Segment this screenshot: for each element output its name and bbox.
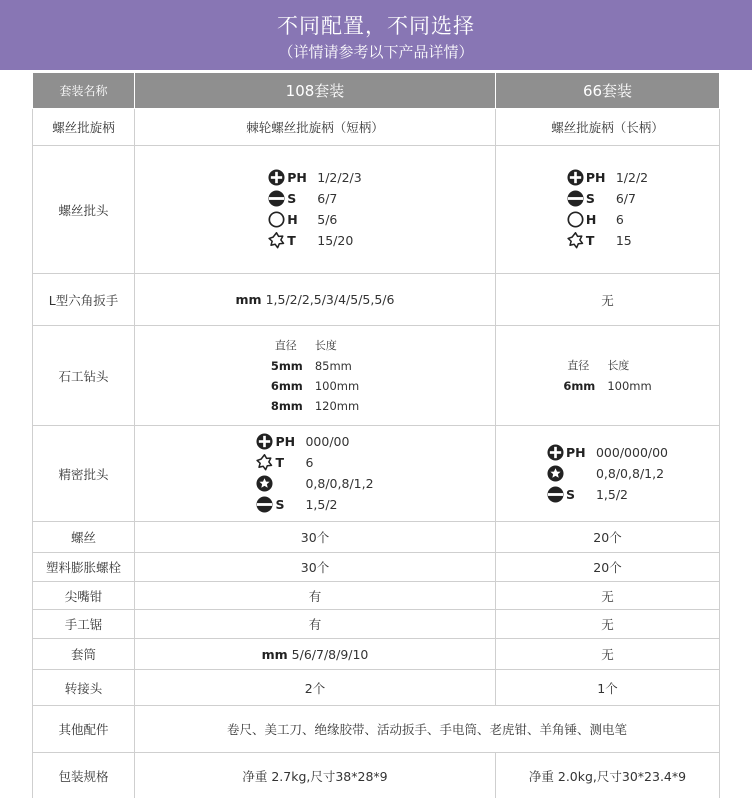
cell-108: 有 — [135, 582, 496, 610]
bit-sizes: 0,8/0,8/1,2 — [305, 476, 374, 491]
header-label: 套装名称 — [33, 73, 135, 109]
slotted-icon — [268, 190, 285, 207]
drill-header-diameter: 直径 — [567, 358, 590, 372]
bit-code: S — [287, 191, 297, 206]
torx-icon — [256, 454, 273, 471]
cell-66: 净重 2.0kg,尺寸30*23.4*9 — [496, 753, 720, 798]
hex-icon — [268, 211, 285, 228]
phillips-icon — [567, 169, 584, 186]
bit-item — [268, 188, 361, 209]
row-screwdriver — [33, 109, 720, 146]
cell-66: 无 — [496, 582, 720, 610]
slotted-icon — [256, 496, 273, 513]
bit-item — [268, 230, 361, 251]
bit-item — [567, 209, 648, 230]
row-adapter — [33, 670, 720, 706]
bit-sizes: 6/7 — [615, 191, 636, 206]
table-header-row — [33, 73, 720, 109]
bit-sizes: 1/2/2 — [615, 170, 649, 185]
row-screws — [33, 522, 720, 553]
bit-item — [256, 494, 373, 515]
slotted-icon — [547, 486, 564, 503]
drill-header — [563, 356, 651, 376]
drill-diameter: 5mm — [270, 358, 303, 373]
bit-list — [547, 442, 668, 505]
bit-item — [567, 188, 648, 209]
bit-item — [547, 442, 668, 463]
row-label: 其他配件 — [33, 706, 135, 753]
cell-66: 无 — [496, 274, 720, 326]
header-banner — [0, 0, 752, 70]
bit-list — [567, 167, 648, 251]
cell-108: 2个 — [135, 670, 496, 706]
bit-sizes: 15/20 — [317, 233, 354, 248]
cell-66: 20个 — [496, 522, 720, 553]
bit-list — [268, 167, 361, 251]
cell-108 — [135, 146, 496, 274]
drill-item — [271, 396, 359, 416]
pentalobe-icon — [256, 475, 273, 492]
bit-sizes: 1/2/2/3 — [317, 170, 362, 185]
drill-length: 120mm — [314, 398, 360, 413]
bit-item — [268, 209, 361, 230]
drill-length: 100mm — [607, 378, 652, 393]
drill-header-length: 长度 — [607, 358, 630, 372]
bit-item — [256, 473, 373, 494]
bit-sizes: 15 — [615, 233, 632, 248]
bit-code: PH — [275, 434, 296, 449]
bit-sizes: 6/7 — [317, 191, 338, 206]
row-anchors — [33, 553, 720, 582]
cell-108 — [135, 426, 496, 522]
phillips-icon — [547, 444, 564, 461]
drill-item — [563, 376, 651, 396]
cell-108 — [135, 326, 496, 426]
row-label: 螺丝批头 — [33, 146, 135, 274]
row-label: 包装规格 — [33, 753, 135, 798]
value: 5/6/7/8/9/10 — [291, 646, 369, 662]
row-label: 塑料膨胀螺栓 — [33, 553, 135, 582]
row-bits — [33, 146, 720, 274]
cell-108: 棘轮螺丝批旋柄（短柄） — [135, 109, 496, 146]
row-others — [33, 706, 720, 753]
bit-code: H — [287, 212, 298, 227]
bit-item — [547, 484, 668, 505]
cell-108: 净重 2.7kg,尺寸38*28*9 — [135, 753, 496, 798]
row-masonry — [33, 326, 720, 426]
drill-header-length: 长度 — [314, 338, 337, 352]
cell-66: 1个 — [496, 670, 720, 706]
bit-code: S — [565, 486, 575, 502]
drill-list — [563, 356, 651, 396]
cell-66: 无 — [496, 610, 720, 639]
row-saw — [33, 610, 720, 639]
bit-item — [268, 167, 361, 188]
row-label: 转接头 — [33, 670, 135, 706]
bit-item — [256, 431, 373, 452]
cell-66 — [496, 326, 720, 426]
bit-list — [256, 431, 373, 515]
phillips-icon — [268, 169, 285, 186]
cell-108 — [135, 274, 496, 326]
row-label: 手工锯 — [33, 610, 135, 639]
bit-sizes: 1,5/2 — [595, 486, 629, 502]
cell-66 — [496, 426, 720, 522]
drill-length: 85mm — [314, 358, 352, 373]
header-col-66: 66套装 — [496, 73, 720, 109]
bit-code: S — [585, 191, 595, 206]
bit-code: S — [275, 497, 285, 512]
row-label: 螺丝批旋柄 — [33, 109, 135, 146]
cell-66: 20个 — [496, 553, 720, 582]
cell-66 — [496, 146, 720, 274]
cell-108: 30个 — [135, 553, 496, 582]
cell-108 — [135, 639, 496, 670]
cell-shared: 卷尺、美工刀、绝缘胶带、活动扳手、手电筒、老虎钳、羊角锤、测电笔 — [135, 706, 720, 753]
drill-length: 100mm — [314, 378, 360, 393]
cell-108: 30个 — [135, 522, 496, 553]
bit-sizes: 000/000/00 — [595, 444, 669, 460]
row-label: 套筒 — [33, 639, 135, 670]
bit-sizes: 5/6 — [317, 212, 338, 227]
comparison-table — [32, 72, 720, 798]
value: 1,5/2/2,5/3/4/5/5,5/6 — [265, 292, 395, 307]
bit-code: PH — [585, 170, 606, 185]
bit-item — [547, 463, 668, 484]
phillips-icon — [256, 433, 273, 450]
unit: mm — [261, 646, 288, 662]
drill-list — [271, 336, 359, 416]
bit-code: T — [275, 455, 284, 470]
bit-code: T — [585, 233, 595, 248]
drill-diameter: 8mm — [270, 398, 303, 413]
cell-108: 有 — [135, 610, 496, 639]
row-label: 石工钻头 — [33, 326, 135, 426]
row-precision — [33, 426, 720, 522]
bit-item — [256, 452, 373, 473]
drill-item — [271, 376, 359, 396]
drill-item — [271, 356, 359, 376]
hex-icon — [567, 211, 584, 228]
banner-title: 不同配置，不同选择 — [277, 14, 475, 38]
bit-code: PH — [565, 444, 586, 460]
bit-code: H — [585, 212, 597, 227]
bit-sizes: 0,8/0,8/1,2 — [595, 465, 665, 481]
cell-66: 螺丝批旋柄（长柄） — [496, 109, 720, 146]
banner-subtitle: （详情请参考以下产品详情） — [278, 43, 474, 61]
row-hexkey — [33, 274, 720, 326]
unit: mm — [235, 292, 262, 307]
slotted-icon — [567, 190, 584, 207]
bit-sizes: 6 — [305, 455, 314, 470]
bit-item — [567, 230, 648, 251]
drill-diameter: 6mm — [563, 378, 596, 393]
row-label: 螺丝 — [33, 522, 135, 553]
bit-sizes: 6 — [615, 212, 624, 227]
bit-sizes: 000/00 — [305, 434, 350, 449]
pentalobe-icon — [547, 465, 564, 482]
row-package — [33, 753, 720, 798]
row-label: 尖嘴钳 — [33, 582, 135, 610]
torx-icon — [268, 232, 285, 249]
bit-code: PH — [287, 170, 307, 185]
bit-sizes: 1,5/2 — [305, 497, 338, 512]
drill-diameter: 6mm — [270, 378, 303, 393]
cell-66: 无 — [496, 639, 720, 670]
bit-item — [567, 167, 648, 188]
row-sockets — [33, 639, 720, 670]
row-label: 精密批头 — [33, 426, 135, 522]
torx-icon — [567, 232, 584, 249]
drill-header — [271, 336, 359, 356]
header-col-108: 108套装 — [135, 73, 496, 109]
row-pliers — [33, 582, 720, 610]
row-label: L型六角扳手 — [33, 274, 135, 326]
bit-code: T — [287, 233, 296, 248]
drill-header-diameter: 直径 — [274, 338, 297, 352]
